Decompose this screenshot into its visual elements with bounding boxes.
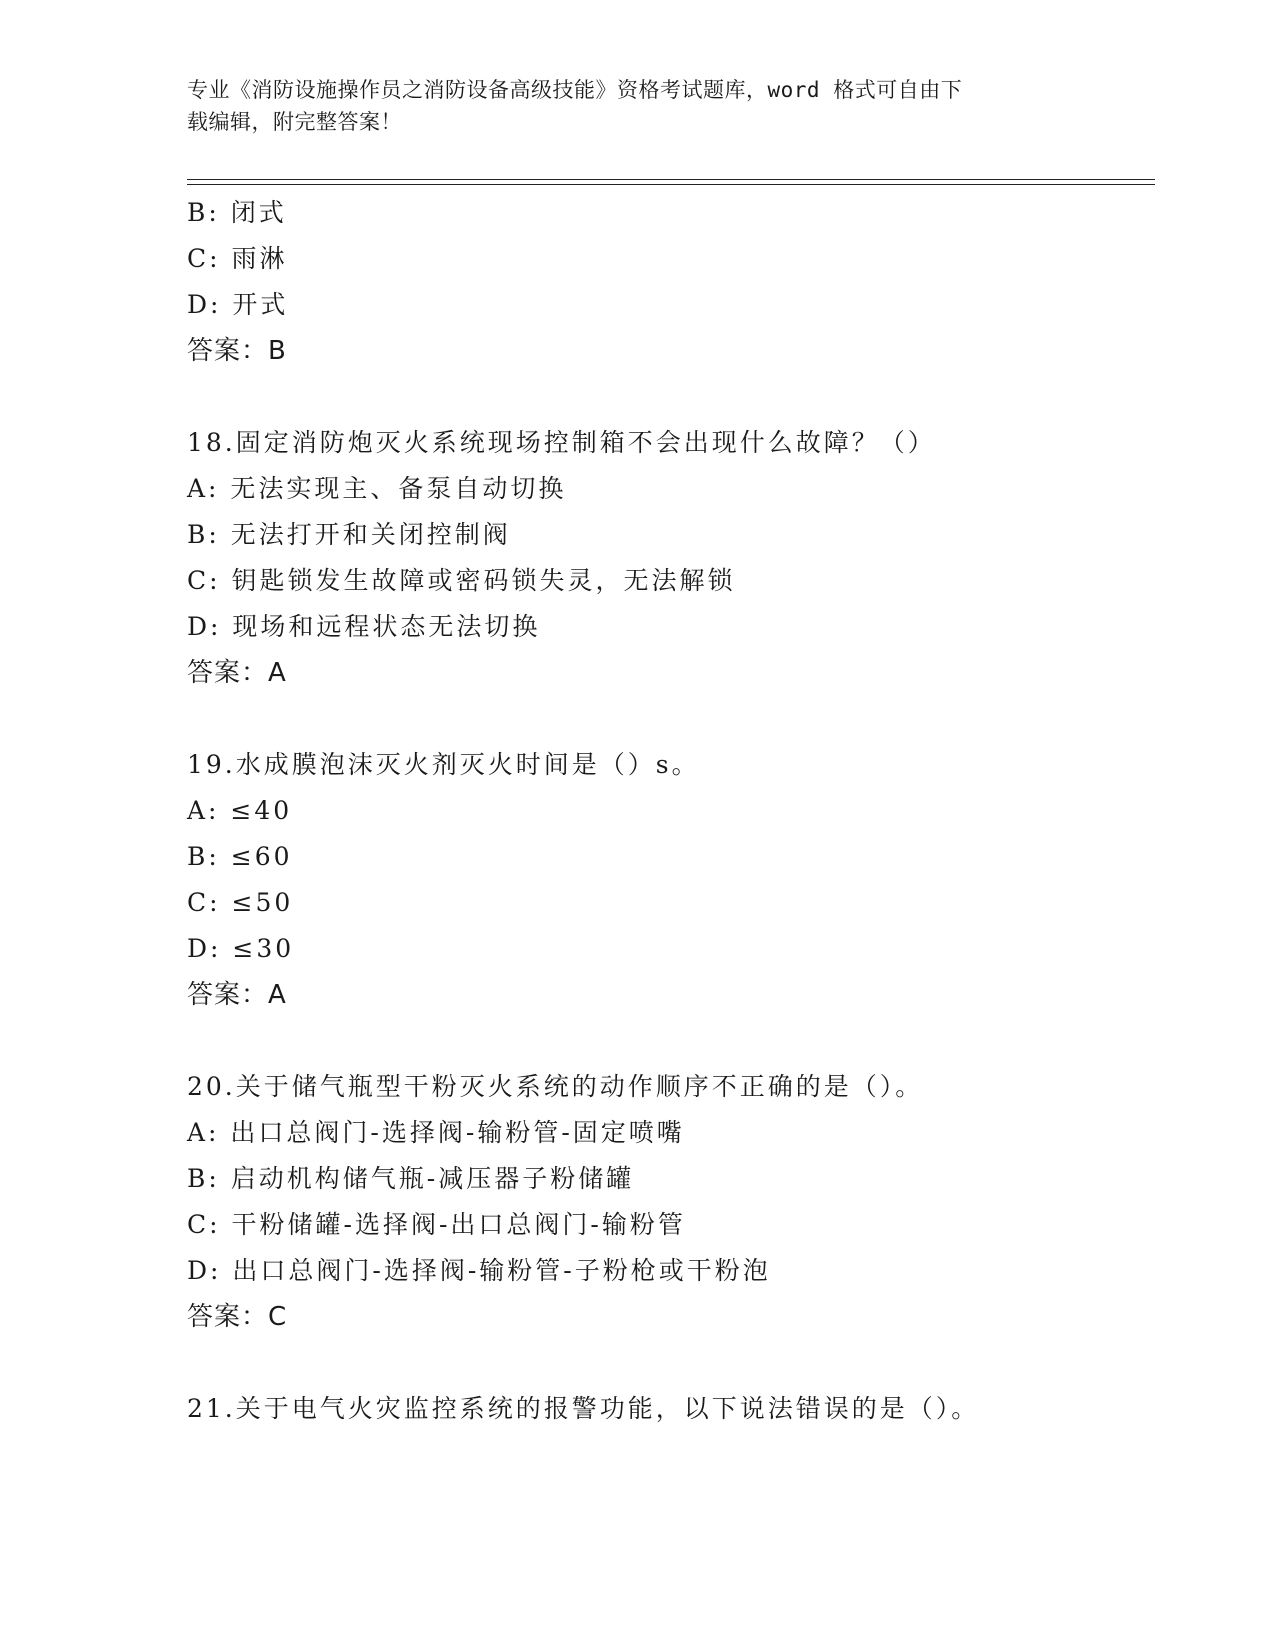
option-d: D: 开式 [187, 290, 289, 319]
question-21 [187, 1386, 1155, 1432]
option-c: C: 干粉储罐-选择阀-出口总阀门-输粉管 [187, 1210, 686, 1239]
option-d: D: 现场和远程状态无法切换 [187, 612, 541, 641]
answer: 答案：C [187, 1302, 288, 1332]
question-list [187, 190, 1155, 1432]
question-text: 20.关于储气瓶型干粉灭火系统的动作顺序不正确的是（）。 [187, 1072, 924, 1101]
document-header [187, 74, 1067, 138]
question-text: 19.水成膜泡沫灭火剂灭火时间是（）s。 [187, 750, 700, 779]
question-text: 21.关于电气火灾监控系统的报警功能，以下说法错误的是（）。 [187, 1394, 980, 1423]
option-a: A: ≤40 [187, 796, 293, 825]
question-20 [187, 1064, 1155, 1340]
header-line-1: 专业《消防设施操作员之消防设备高级技能》资格考试题库，word 格式可自由下 [187, 78, 963, 102]
answer: 答案：A [187, 980, 287, 1010]
header-line-2: 载编辑，附完整答案！ [187, 110, 402, 134]
question-17 [187, 190, 1155, 374]
option-b: B: 闭式 [187, 198, 287, 227]
question-text: 18.固定消防炮灭火系统现场控制箱不会出现什么故障？（） [187, 428, 936, 457]
answer: 答案：B [187, 336, 287, 366]
option-b: B: ≤60 [187, 842, 293, 871]
option-d: D: ≤30 [187, 934, 295, 963]
option-b: B: 启动机构储气瓶-减压器子粉储罐 [187, 1164, 635, 1193]
question-18 [187, 420, 1155, 696]
option-c: C: 雨淋 [187, 244, 288, 273]
option-d: D: 出口总阀门-选择阀-输粉管-子粉枪或干粉泡 [187, 1256, 771, 1285]
header-divider-top [187, 179, 1155, 180]
option-c: C: 钥匙锁发生故障或密码锁失灵，无法解锁 [187, 566, 736, 595]
answer: 答案：A [187, 658, 287, 688]
option-c: C: ≤50 [187, 888, 294, 917]
option-b: B: 无法打开和关闭控制阀 [187, 520, 511, 549]
header-divider-bottom [187, 184, 1155, 185]
question-19 [187, 742, 1155, 1018]
option-a: A: 出口总阀门-选择阀-输粉管-固定喷嘴 [187, 1118, 685, 1147]
option-a: A: 无法实现主、备泵自动切换 [187, 474, 567, 503]
